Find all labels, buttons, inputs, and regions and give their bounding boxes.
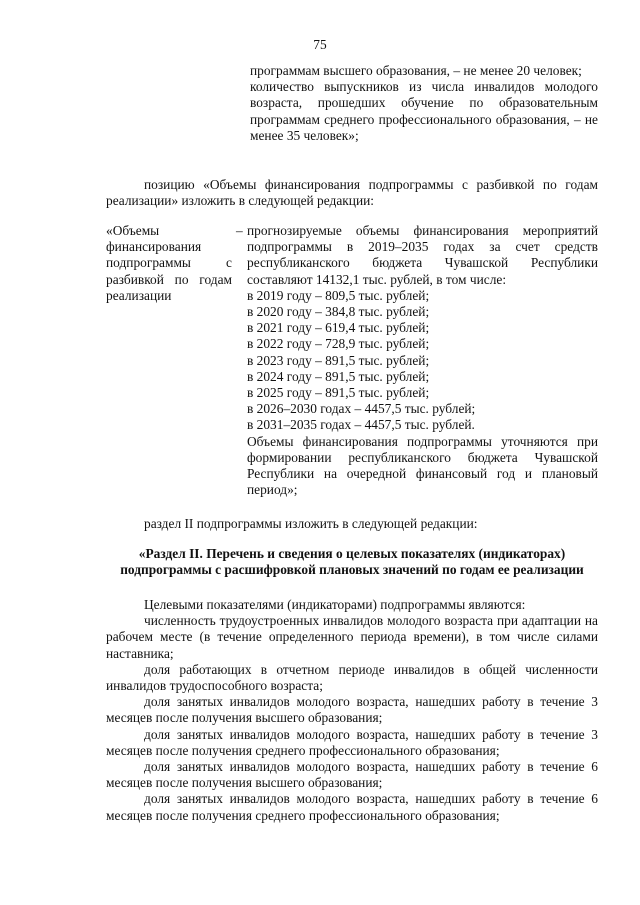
- year-item: в 2023 году – 891,5 тыс. рублей;: [247, 352, 430, 368]
- paragraph: доля занятых инвалидов молодого возраста, нашедших работу в течение 3 месяцев после получения среднего профессионального образования;: [106, 726, 598, 758]
- amendment-instruction: [106, 177, 598, 209]
- paragraph: доля занятых инвалидов молодого возраста, нашедших работу в течение 3 месяцев после получения высшего образования;: [106, 694, 598, 726]
- paragraph: количество выпускников из числа инвалидов молодого возраста, прошедших обучение по образовательным программам среднего профессионального образования, – не менее 35 человек»;: [250, 79, 598, 143]
- financing-note: Объемы финансирования подпрограммы уточняются при формировании республиканского бюджета Чувашской Республики на очередной финансовый год и плановый период»;: [247, 433, 598, 498]
- financing-label: [106, 223, 232, 304]
- paragraph: Целевыми показателями (индикаторами) подпрограммы являются:: [144, 597, 526, 612]
- financing-details: [247, 223, 598, 498]
- section-instruction: [106, 516, 598, 532]
- paragraph: позицию «Объемы финансирования подпрограммы с разбивкой по годам реализации» изложить в следующей редакции:: [106, 177, 598, 209]
- label-text: «Объемы финансирования подпрограммы с разбивкой по годам реализации: [106, 223, 232, 303]
- heading-line: подпрограммы с расшифровкой плановых значений по годам ее реализации: [120, 562, 584, 578]
- year-item: в 2021 году – 619,4 тыс. рублей;: [247, 320, 430, 336]
- continued-text-block: [250, 63, 598, 144]
- page-number: 75: [313, 37, 327, 52]
- year-item: в 2024 году – 891,5 тыс. рублей;: [247, 368, 430, 384]
- paragraph: раздел II подпрограммы изложить в следующей редакции:: [144, 516, 478, 531]
- year-item: в 2019 году – 809,5 тыс. рублей;: [247, 287, 430, 303]
- heading-line: «Раздел II. Перечень и сведения о целевых показателях (индикаторах): [138, 546, 566, 561]
- indicators-text: [106, 597, 598, 824]
- year-item: в 2031–2035 годах – 4457,5 тыс. рублей.: [247, 417, 475, 433]
- section-heading: [106, 546, 598, 578]
- year-item: в 2026–2030 годах – 4457,5 тыс. рублей;: [247, 401, 476, 417]
- year-item: в 2022 году – 728,9 тыс. рублей;: [247, 336, 430, 352]
- paragraph: доля работающих в отчетном периоде инвалидов в общей численности инвалидов трудоспособного возраста;: [106, 661, 598, 694]
- paragraph: численность трудоустроенных инвалидов молодого возраста при адаптации на рабочем месте (в течение определенного периода времени), в том числе силами наставника;: [106, 613, 598, 661]
- paragraph: доля занятых инвалидов молодого возраста, нашедших работу в течение 6 месяцев после получения среднего профессионального образования;: [106, 791, 598, 823]
- year-item: в 2025 году – 891,5 тыс. рублей;: [247, 385, 430, 401]
- paragraph: программам высшего образования, – не менее 20 человек;: [250, 63, 582, 78]
- label-dash: –: [236, 223, 243, 238]
- paragraph: доля занятых инвалидов молодого возраста, нашедших работу в течение 6 месяцев после получения высшего образования;: [106, 759, 598, 791]
- year-item: в 2020 году – 384,8 тыс. рублей;: [247, 304, 430, 320]
- financing-intro: прогнозируемые объемы финансирования мероприятий подпрограммы в 2019–2035 годах за счет средств республиканского бюджета Чувашской Республики составляют 14132,1 тыс. рублей, в том числе:: [247, 223, 598, 287]
